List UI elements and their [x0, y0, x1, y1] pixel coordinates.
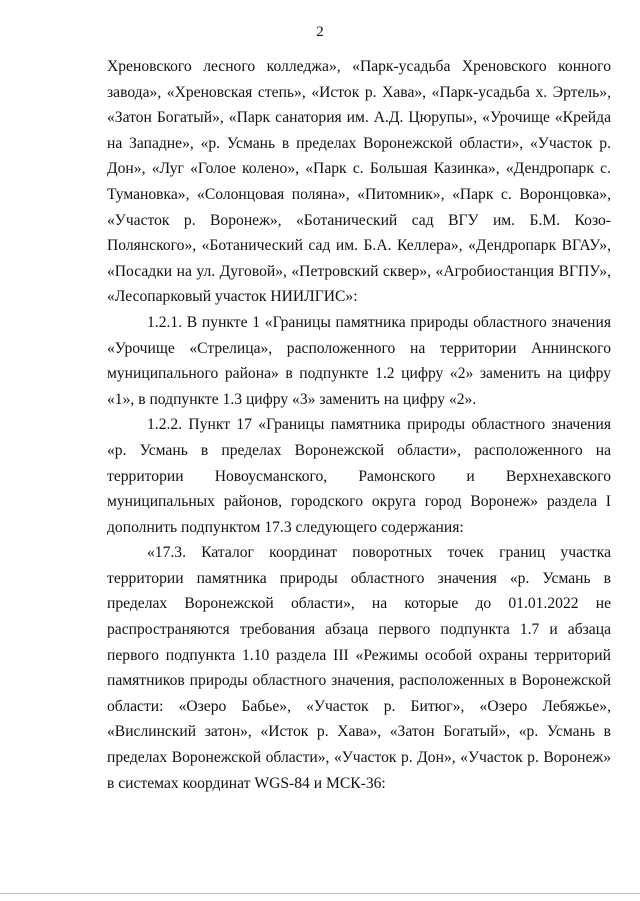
- paragraph-list-continuation: Хреновского лесного колледжа», «Парк-усадьба Хреновского конного завода», «Хреновская степь», «Исток р. Хава», «Парк-усадьба х. Эртель», «Затон Богатый», «Парк санатория им. А.Д. Цюрупы», «Урочище «Крейда на Западне», «р. Усмань в пределах Воронежской области», «Участок р. Дон», «Луг «Голое колено», «Парк с. Большая Казинка», «Дендропарк с. Тумановка», «Солонцовая поляна», «Питомник», «Парк с. Воронцовка», «Участок р. Воронеж», «Ботанический сад ВГУ им. Б.М. Козо-Полянского», «Ботанический сад им. Б.А. Келлера», «Дендропарк ВГАУ», «Посадки на ул. Дуговой», «Петровский сквер», «Агробиостанция ВГПУ», «Лесопарковый участок НИИЛГИС»:: [107, 58, 611, 306]
- paragraph-1-2-2: 1.2.2. Пункт 17 «Границы памятника природы областного значения «р. Усмань в пределах Воронежской области», расположенного на территории Новоусманского, Рамонского и Верхнехавского муниципальных районов, городского округа город Воронеж» раздела I дополнить подпунктом 17.3 следующего содержания:: [107, 416, 611, 536]
- paragraph-1-2-1: 1.2.1. В пункте 1 «Границы памятника природы областного значения «Урочище «Стрелица», расположенного на территории Аннинского муниципального района» в подпункте 1.2 цифру «2» заменить на цифру «1», в подпункте 1.3 цифру «3» заменить на цифру «2».: [107, 313, 611, 408]
- page-number: 2: [316, 24, 324, 40]
- page-bottom-edge: [0, 893, 640, 894]
- paragraph-17-3: «17.3. Каталог координат поворотных точек границ участка территории памятника природы областного значения «р. Усмань в пределах Воронежской области», на которые до 01.01.2022 не распространяются требования абзаца первого подпункта 1.7 и абзаца первого подпункта 1.10 раздела III «Режимы особой охраны территорий памятников природы областного значения, расположенных в Воронежской области: «Озеро Бабье», «Участок р. Битюг», «Озеро Лебяжье», «Вислинский затон», «Исток р. Хава», «Затон Богатый», «р. Усмань в пределах Воронежской области», «Участок р. Дон», «Участок р. Воронеж» в системах координат WGS-84 и МСК-36:: [107, 544, 611, 792]
- document-body: [107, 54, 611, 796]
